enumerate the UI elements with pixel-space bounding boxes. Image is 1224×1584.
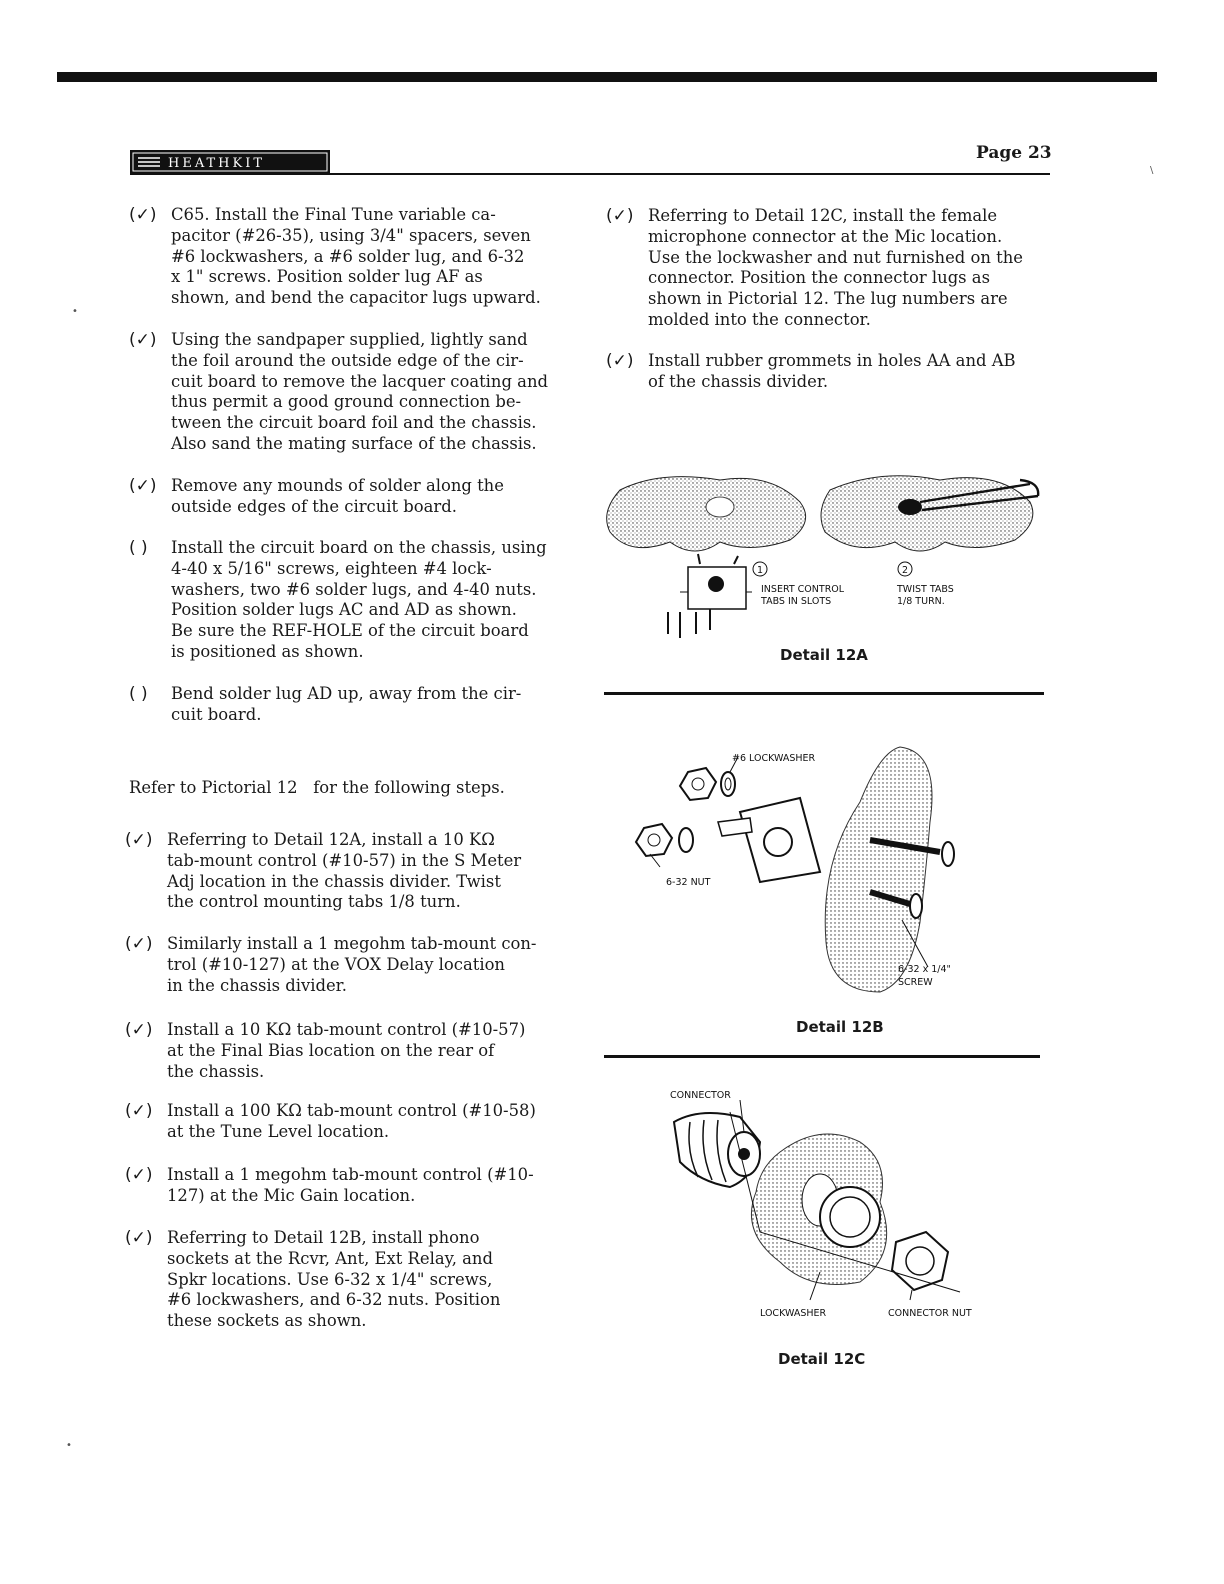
checkbox-mark[interactable]: (✓): [129, 205, 157, 225]
checkbox-mark[interactable]: (✓): [125, 1165, 153, 1185]
margin-mark: \: [1150, 165, 1154, 176]
step-text-line: sockets at the Rcvr, Ant, Ext Relay, and: [167, 1248, 493, 1268]
step-text-line: Bend solder lug AD up, away from the cir-: [171, 684, 522, 703]
screw-label-line1: 6-32 x 1/4": [898, 964, 951, 975]
nut-label: 6-32 NUT: [666, 877, 711, 888]
checkbox-mark[interactable]: (✓): [125, 1020, 153, 1040]
step-text-line: Install a 100 KΩ tab-mount control (#10-58): [167, 1101, 536, 1120]
nut-icon: [680, 768, 716, 800]
divider-rule-2: [604, 1055, 1040, 1058]
step1-number: 1: [756, 565, 764, 576]
step-text-line: is positioned as shown.: [171, 641, 364, 661]
step-text-line: Use the lockwasher and nut furnished on the: [648, 247, 1023, 267]
margin-mark: •: [66, 1440, 72, 1451]
checkbox-mark[interactable]: (✓): [125, 830, 153, 850]
step-text-line: #6 lockwashers, a #6 solder lug, and 6-32: [171, 246, 525, 266]
lockwasher-12c-label: LOCKWASHER: [760, 1308, 827, 1319]
step1-label-line1: INSERT CONTROL: [761, 584, 845, 595]
refer-note: Refer to Pictorial 12 for the following steps.: [129, 778, 505, 797]
step-text-line: connector. Position the connector lugs as: [648, 268, 990, 288]
step-text-line: Referring to Detail 12B, install phono: [167, 1228, 480, 1247]
checkbox-mark[interactable]: ( ): [129, 684, 148, 704]
top-border-bar: [57, 72, 1157, 82]
step2-number: 2: [901, 565, 909, 576]
step-text-line: Install a 1 megohm tab-mount control (#10-: [167, 1165, 534, 1184]
step-text-line: x 1" screws. Position solder lug AF as: [171, 267, 483, 287]
connector-label: CONNECTOR: [670, 1090, 731, 1101]
step-text-line: the foil around the outside edge of the cir-: [171, 350, 524, 370]
checkbox-mark[interactable]: (✓): [606, 351, 634, 371]
step-text-line: microphone connector at the Mic location.: [648, 226, 1003, 246]
step-text-line: Position solder lugs AC and AD as shown.: [171, 600, 517, 620]
step-text-line: shown, and bend the capacitor lugs upward.: [171, 288, 541, 308]
lockwasher-12c-icon: [820, 1187, 880, 1247]
step-text-line: pacitor (#26-35), using 3/4" spacers, seven: [171, 225, 531, 245]
step-text-line: molded into the connector.: [648, 309, 871, 329]
step2-label-line2: 1/8 TURN.: [897, 596, 945, 607]
screw-label-line2: SCREW: [898, 977, 933, 988]
checkbox-mark[interactable]: (✓): [129, 476, 157, 496]
step-text-line: these sockets as shown.: [167, 1311, 367, 1331]
step-text-line: Adj location in the chassis divider. Twist: [167, 871, 501, 891]
step-text-line: Using the sandpaper supplied, lightly sand: [171, 330, 528, 349]
nut-icon-2: [636, 824, 672, 856]
step-text-line: cuit board.: [171, 704, 262, 724]
header-rule: [130, 173, 1050, 175]
lockwasher-icon: [721, 772, 735, 796]
step-text-line: tween the circuit board foil and the chassis.: [171, 413, 537, 433]
step-text-line: Install the circuit board on the chassis, using: [171, 538, 547, 557]
checkbox-mark[interactable]: (✓): [129, 330, 157, 350]
step-text-line: #6 lockwashers, and 6-32 nuts. Position: [167, 1290, 501, 1310]
phono-socket-icon: [718, 798, 820, 882]
brand-name: HEATHKIT: [168, 156, 266, 171]
lockwasher-icon-2: [679, 828, 693, 852]
step-text-line: thus permit a good ground connection be-: [171, 392, 522, 412]
step2-label-line1: TWIST TABS: [897, 584, 954, 595]
divider-rule-1: [604, 692, 1044, 695]
detail-12a-caption: Detail 12A: [780, 646, 868, 664]
step-text-line: Install rubber grommets in holes AA and AB: [648, 351, 1016, 370]
detail-12a-figure: [600, 462, 1050, 642]
detail-12c-figure: [660, 1082, 1020, 1332]
step-text-line: Spkr locations. Use 6-32 x 1/4" screws,: [167, 1269, 493, 1289]
step-text-line: Referring to Detail 12C, install the female: [648, 206, 998, 225]
step-text-line: Also sand the mating surface of the chassis.: [171, 433, 537, 453]
microphone-connector-icon: [674, 1113, 760, 1187]
lockwasher-label: #6 LOCKWASHER: [732, 753, 816, 764]
checkbox-mark[interactable]: (✓): [125, 934, 153, 954]
step-text-line: the control mounting tabs 1/8 turn.: [167, 892, 461, 912]
tab-mount-control-icon: [668, 554, 752, 638]
connector-nut-icon: [892, 1232, 948, 1290]
margin-mark: •: [72, 306, 78, 317]
step-text-line: shown in Pictorial 12. The lug numbers are: [648, 289, 1008, 309]
page-number: Page 23: [976, 143, 1052, 163]
step1-label-line2: TABS IN SLOTS: [761, 596, 832, 607]
step-text-line: Install a 10 KΩ tab-mount control (#10-57): [167, 1020, 526, 1039]
heathkit-logo: [130, 150, 330, 174]
step-text-line: outside edges of the circuit board.: [171, 496, 457, 516]
step-text-line: in the chassis divider.: [167, 975, 347, 995]
checkbox-mark[interactable]: ( ): [129, 538, 148, 558]
checkbox-mark[interactable]: (✓): [125, 1228, 153, 1248]
step-text-line: the chassis.: [167, 1061, 265, 1081]
step-text-line: at the Tune Level location.: [167, 1121, 390, 1141]
step-text-line: Remove any mounds of solder along the: [171, 476, 504, 495]
checkbox-mark[interactable]: (✓): [606, 206, 634, 226]
step-text-line: C65. Install the Final Tune variable ca-: [171, 205, 496, 224]
detail-12b-figure: [630, 742, 1010, 1002]
chassis-panel: [825, 747, 932, 992]
chassis-divider-right: [821, 476, 1033, 551]
step-text-line: cuit board to remove the lacquer coating and: [171, 371, 548, 391]
checkbox-mark[interactable]: (✓): [125, 1101, 153, 1121]
chassis-divider-left: [607, 477, 806, 551]
detail-12c-caption: Detail 12C: [778, 1350, 866, 1368]
step-text-line: Similarly install a 1 megohm tab-mount con-: [167, 934, 537, 953]
step-text-line: at the Final Bias location on the rear of: [167, 1040, 495, 1060]
step-text-line: trol (#10-127) at the VOX Delay location: [167, 954, 505, 974]
detail-12b-caption: Detail 12B: [796, 1018, 884, 1036]
step-text-line: of the chassis divider.: [648, 371, 829, 391]
step-text-line: tab-mount control (#10-57) in the S Meter: [167, 850, 522, 870]
step-text-line: Referring to Detail 12A, install a 10 KΩ: [167, 830, 495, 849]
connector-nut-label: CONNECTOR NUT: [888, 1308, 972, 1319]
step-text-line: 127) at the Mic Gain location.: [167, 1185, 416, 1205]
step-text-line: washers, two #6 solder lugs, and 4-40 nuts.: [171, 579, 537, 599]
step-text-line: 4-40 x 5/16" screws, eighteen #4 lock-: [171, 558, 492, 578]
step-text-line: Be sure the REF-HOLE of the circuit board: [171, 621, 529, 641]
